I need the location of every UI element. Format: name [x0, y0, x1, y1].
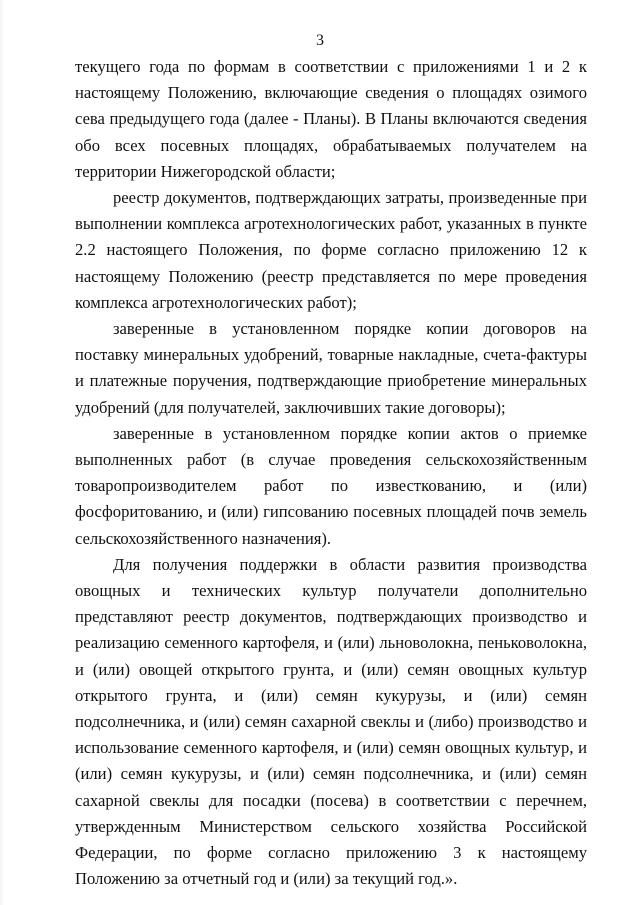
paragraph-acceptance-acts: заверенные в установленном порядке копии актов о приемке выполненных работ (в случае проведения сельскохозяйственным товаропроизводителем работ по известкованию, и (или) фосфоритованию, и (или) гипсованию посевных площадей почв земель сельскохозяйственного назначения).	[75, 423, 587, 548]
page-number: 3	[316, 32, 324, 49]
paragraph-plans: текущего года по формам в соответствии с приложениями 1 и 2 к настоящему Положению, включающие сведения о площадях озимого сева предыдущего года (далее - Планы). В Планы включаются сведения обо всех посевных площадях, обрабатываемых получателем на территории Нижегородской области;	[75, 57, 587, 181]
scan-edge-shadow	[0, 0, 4, 905]
paragraph-registry-costs: реестр документов, подтверждающих затраты, произведенные при выполнении комплекса агротехнологических работ, указанных в пункте 2.2 настоящего Положения, по форме согласно приложению 12 к настоящему Положению (реестр представляется по мере проведения комплекса агротехнологических работ);	[75, 188, 587, 312]
paragraph-vegetable-support: Для получения поддержки в области развития производства овощных и технических культур получатели дополнительно представляют реестр документов, подтверждающих производство и реализацию семенного картофеля, и (или) льноволокна, пеньковолокна, и (или) овощей открытого грунта, и (или) семян овощных культур открытого грунта, и (или) семян кукурузы, и (или) семян подсолнечника, и (или) семян сахарной свеклы и (либо) производство и использование семенного картофеля, и (или) семян овощных культур, и (или) семян кукурузы, и (или) семян подсолнечника, и (или) семян сахарной свеклы для посадки (посева) в соответствии с перечнем, утвержденным Министерством сельского хозяйства Российской Федерации, по форме согласно приложению 3 к настоящему Положению за отчетный год и (или) за текущий год.».	[75, 554, 587, 889]
document-body	[75, 54, 587, 893]
paragraph-fertilizer-contracts: заверенные в установленном порядке копии договоров на поставку минеральных удобрений, товарные накладные, счета-фактуры и платежные поручения, подтверждающие приобретение минеральных удобрений (для получателей, заключивших такие договоры);	[75, 319, 587, 417]
